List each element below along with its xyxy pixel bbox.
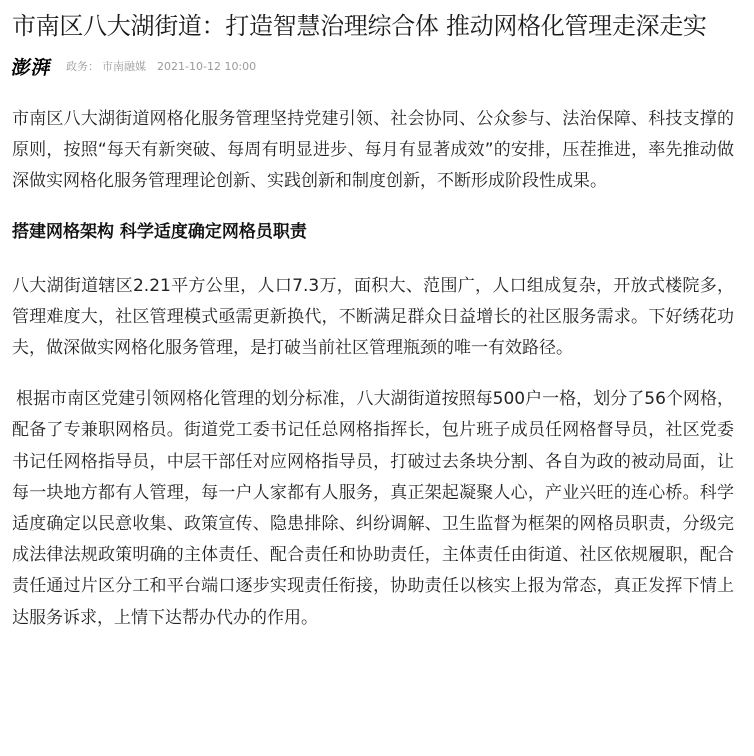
article-meta (9, 52, 259, 80)
section-heading: 搭建网格架构 科学适度确定网格员职责 (12, 221, 307, 242)
author-name[interactable]: 市南融媒 (102, 60, 147, 73)
paragraph-grid: 根据市南区党建引领网格化管理的划分标准，八大湖街道按照每500户一格，划分了56个网格，配备了专兼职网格员。街道党工委书记任总网格指挥长，包片班子成员任网格督导员，社区党委书记任网格指导员，中层干部任对应网格指导员，打破过去条块分割、各自为政的被动局面，让每一块地方都有人管理，每一户人家都有人服务，真正架起凝聚人心，产业兴旺的连心桥。科学适度确定以民意收集、政策宣传、隐患排除、纠纷调解、卫生监督为框架的网格员职责，分级完成法律法规政策明确的主体责任、配合责任和协助责任，主体责任由街道、社区依规履职，配合责任通过片区分工和平台端口逐步实现责任衔接，协助责任以核实上报为常态，真正发挥下情上达服务诉求，上情下达帮办代办的作用。 (12, 389, 734, 628)
source-logo[interactable]: 澎湃 (9, 56, 54, 79)
meta-info (66, 58, 259, 74)
article-title: 市南区八大湖街道：打造智慧治理综合体 推动网格化管理走深走实 (12, 12, 707, 40)
article-body (12, 104, 734, 634)
paragraph-intro: 市南区八大湖街道网格化服务管理坚持党建引领、社会协同、公众参与、法治保障、科技支撑的原则，按照“每天有新突破、每周有明显进步、每月有显著成效”的安排，压茬推进，率先推动做深做实网格化服务管理理论创新、实践创新和制度创新，不断形成阶段性成果。 (12, 109, 734, 192)
paragraph-district: 八大湖街道辖区2.21平方公里，人口7.3万，面积大、范围广，人口组成复杂，开放式楼院多，管理难度大，社区管理模式亟需更新换代，不断满足群众日益增长的社区服务需求。下好绣花功夫，做深做实网格化服务管理，是打破当前社区管理瓶颈的唯一有效路径。 (12, 275, 734, 359)
category-label: 政务： (66, 60, 100, 73)
publish-date: 2021-10-12 10:00 (157, 60, 257, 73)
